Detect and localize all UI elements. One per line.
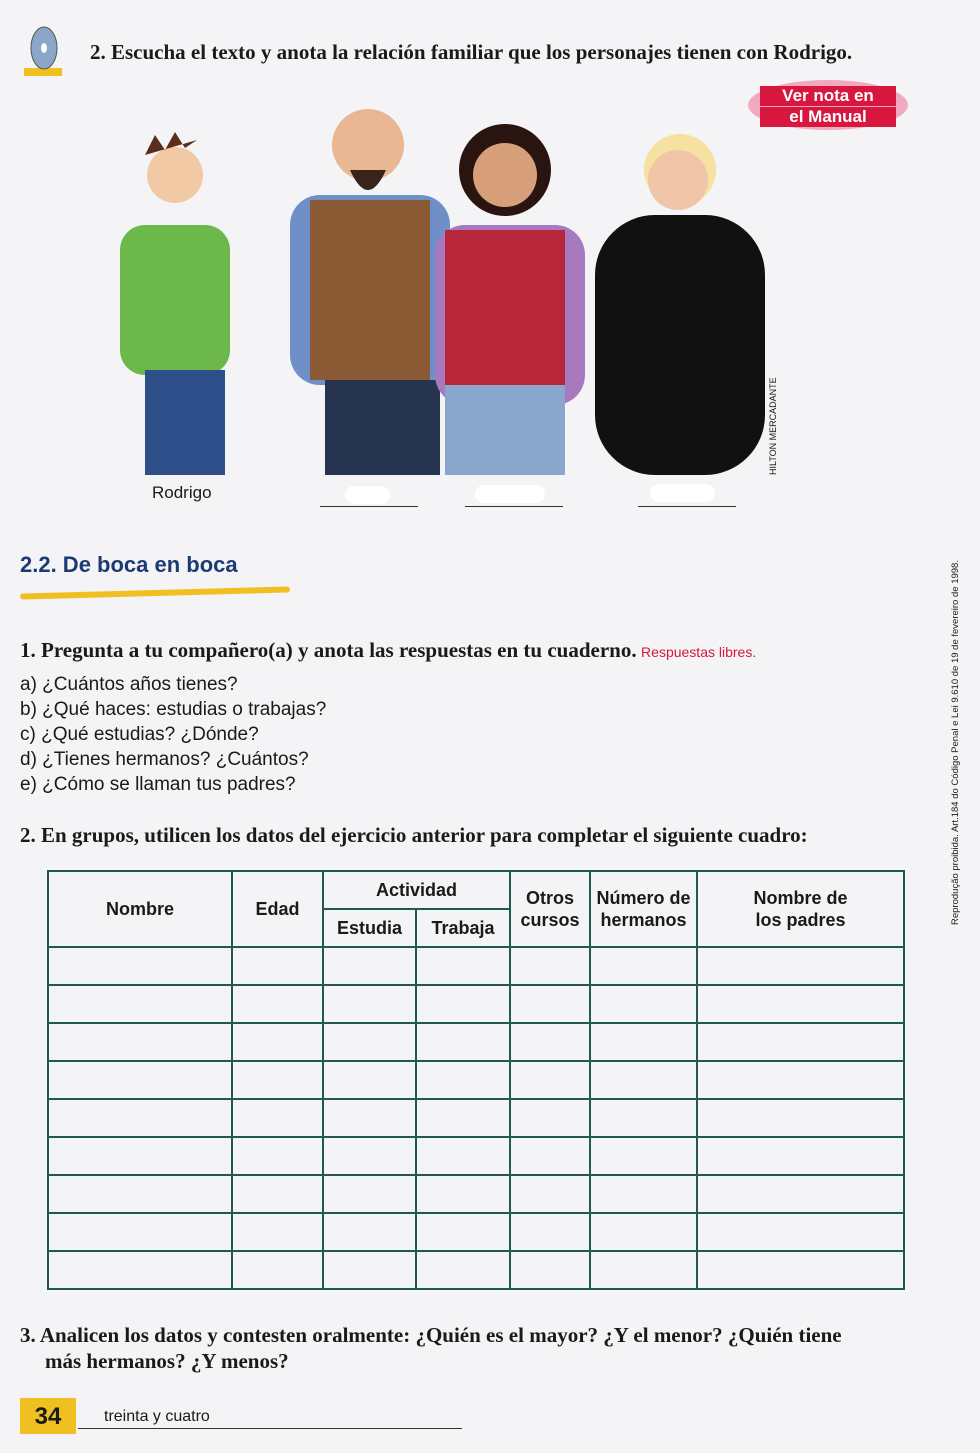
- table-cell[interactable]: [697, 947, 904, 985]
- header-nombre: Nombre: [48, 871, 232, 947]
- table-row: [48, 1175, 904, 1213]
- header-actividad: Actividad: [323, 871, 510, 909]
- table-row: [48, 1023, 904, 1061]
- rodrigo-figure: [120, 132, 230, 475]
- answer-blank-3[interactable]: [638, 506, 736, 507]
- table-cell[interactable]: [48, 1137, 232, 1175]
- table-cell[interactable]: [232, 1061, 323, 1099]
- table-cell[interactable]: [590, 1137, 697, 1175]
- table-cell[interactable]: [590, 1099, 697, 1137]
- table-cell[interactable]: [323, 1213, 416, 1251]
- table-cell[interactable]: [590, 1061, 697, 1099]
- table-row: [48, 1251, 904, 1289]
- answer-blank-1[interactable]: [320, 506, 418, 507]
- table-cell[interactable]: [48, 1023, 232, 1061]
- data-table: [47, 870, 905, 1290]
- question-d: d) ¿Tienes hermanos? ¿Cuántos?: [20, 749, 309, 770]
- table-cell[interactable]: [416, 1061, 510, 1099]
- table-cell[interactable]: [48, 1251, 232, 1289]
- table-cell[interactable]: [590, 985, 697, 1023]
- table-cell[interactable]: [232, 1213, 323, 1251]
- table-cell[interactable]: [510, 1213, 590, 1251]
- table-cell[interactable]: [323, 1023, 416, 1061]
- audio-cd-icon: [24, 26, 62, 78]
- table-cell[interactable]: [48, 1175, 232, 1213]
- question-e: e) ¿Cómo se llaman tus padres?: [20, 774, 296, 795]
- table-cell[interactable]: [510, 1251, 590, 1289]
- table-cell[interactable]: [510, 1137, 590, 1175]
- badge-line-1: Ver nota en: [760, 86, 896, 106]
- illustrator-credit: HILTON MERCADANTE: [768, 377, 778, 475]
- table-cell[interactable]: [590, 1251, 697, 1289]
- exercise1-title: 1. Pregunta a tu compañero(a) y anota las respuestas en tu cuaderno.: [20, 638, 637, 662]
- exercise1-note: Respuestas libres.: [641, 644, 757, 660]
- table-cell[interactable]: [48, 1061, 232, 1099]
- table-row: [48, 1213, 904, 1251]
- table-row: [48, 947, 904, 985]
- exercise3-line2: más hermanos? ¿Y menos?: [45, 1349, 289, 1373]
- table-cell[interactable]: [416, 1213, 510, 1251]
- badge-line-2: el Manual: [760, 107, 896, 127]
- header-estudia: Estudia: [323, 909, 416, 947]
- table-cell[interactable]: [232, 947, 323, 985]
- table-cell[interactable]: [232, 1023, 323, 1061]
- answer-blank-2[interactable]: [465, 506, 563, 507]
- father-figure: [290, 109, 450, 475]
- table-cell[interactable]: [232, 1175, 323, 1213]
- table-cell[interactable]: [323, 1061, 416, 1099]
- table-cell[interactable]: [416, 1251, 510, 1289]
- header-edad: Edad: [232, 871, 323, 947]
- question-b: b) ¿Qué haces: estudias o trabajas?: [20, 699, 327, 720]
- table-cell[interactable]: [323, 1099, 416, 1137]
- page-words: treinta y cuatro: [104, 1408, 210, 1425]
- table-cell[interactable]: [232, 1099, 323, 1137]
- erased-answer: [345, 486, 390, 504]
- table-cell[interactable]: [590, 947, 697, 985]
- table-cell[interactable]: [510, 1175, 590, 1213]
- table-cell[interactable]: [590, 1213, 697, 1251]
- table-cell[interactable]: [510, 1023, 590, 1061]
- table-cell[interactable]: [510, 1061, 590, 1099]
- table-cell[interactable]: [416, 1137, 510, 1175]
- exercise3-line1: 3. Analicen los datos y contesten oralmente: ¿Quién es el mayor? ¿Y el menor? ¿Quién tiene: [20, 1323, 842, 1347]
- table-cell[interactable]: [48, 947, 232, 985]
- table-cell[interactable]: [697, 1023, 904, 1061]
- table-cell[interactable]: [416, 1099, 510, 1137]
- table-cell[interactable]: [697, 1175, 904, 1213]
- table-cell[interactable]: [48, 1099, 232, 1137]
- section-title: 2.2. De boca en boca: [20, 552, 238, 577]
- exercise-listen-title: 2. Escucha el texto y anota la relación familiar que los personajes tienen con Rodrigo.: [90, 40, 853, 64]
- page-number: 34: [20, 1398, 76, 1434]
- table-cell[interactable]: [323, 1137, 416, 1175]
- legal-notice: Reprodução proibida. Art.184 do Código Penal e Lei 9.610 de 19 de fevereiro de 1998.: [950, 560, 961, 925]
- erased-answer: [650, 484, 715, 502]
- table-cell[interactable]: [510, 947, 590, 985]
- table-cell[interactable]: [323, 985, 416, 1023]
- exercise2-title: 2. En grupos, utilicen los datos del ejercicio anterior para completar el siguiente cuadro:: [20, 823, 808, 847]
- section-underline: [20, 586, 290, 599]
- header-nombre-padres: Nombre de los padres: [697, 871, 904, 947]
- footer-rule: [78, 1428, 462, 1429]
- question-c: c) ¿Qué estudias? ¿Dónde?: [20, 724, 259, 745]
- table-cell[interactable]: [232, 985, 323, 1023]
- table-cell[interactable]: [48, 985, 232, 1023]
- table-cell[interactable]: [697, 1251, 904, 1289]
- grandmother-figure: [595, 134, 765, 475]
- table-cell[interactable]: [510, 985, 590, 1023]
- mother-figure: [435, 124, 585, 475]
- table-cell[interactable]: [416, 947, 510, 985]
- table-cell[interactable]: [323, 1175, 416, 1213]
- caption-rodrigo: Rodrigo: [152, 483, 212, 502]
- table-cell[interactable]: [510, 1099, 590, 1137]
- header-numero-hermanos: Número de hermanos: [590, 871, 697, 947]
- table-cell[interactable]: [232, 1137, 323, 1175]
- family-illustration: [100, 95, 800, 480]
- table-cell[interactable]: [697, 1213, 904, 1251]
- table-cell[interactable]: [697, 1061, 904, 1099]
- table-row: [48, 1061, 904, 1099]
- table-row: [48, 1137, 904, 1175]
- table-cell[interactable]: [323, 947, 416, 985]
- table-cell[interactable]: [323, 1251, 416, 1289]
- table-cell[interactable]: [590, 1023, 697, 1061]
- table-cell[interactable]: [416, 1023, 510, 1061]
- table-row: [48, 985, 904, 1023]
- table-cell[interactable]: [590, 1175, 697, 1213]
- table-row: [48, 1099, 904, 1137]
- table-cell[interactable]: [232, 1251, 323, 1289]
- erased-answer: [475, 485, 545, 503]
- header-otros-cursos: Otros cursos: [510, 871, 590, 947]
- question-a: a) ¿Cuántos años tienes?: [20, 674, 238, 695]
- header-trabaja: Trabaja: [416, 909, 510, 947]
- table-cell[interactable]: [697, 985, 904, 1023]
- table-cell[interactable]: [48, 1213, 232, 1251]
- table-cell[interactable]: [697, 1137, 904, 1175]
- table-cell[interactable]: [416, 1175, 510, 1213]
- table-cell[interactable]: [697, 1099, 904, 1137]
- table-cell[interactable]: [416, 985, 510, 1023]
